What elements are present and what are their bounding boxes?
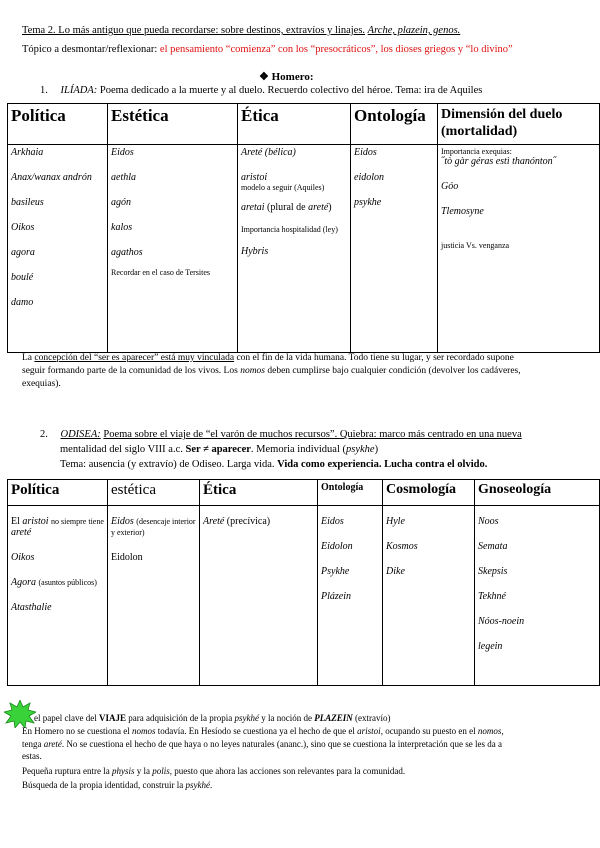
cosmo-hyle: Hyle [386,516,405,527]
odisea-line1 [40,429,522,440]
summary-underlined: concepción del “ser es aparecer” está muy vinculada [34,353,235,363]
f2-e: , ocupando su puesto en el [380,726,476,736]
odisea-number: 2. [40,429,48,440]
eidos-line [111,516,196,538]
f2-d: aristoi [357,726,381,736]
iliada-line [40,85,482,96]
term-arete-od: Areté [203,516,225,527]
term-psykhe: psykhe [354,197,382,208]
p1-b: aristoi [22,516,49,527]
odisea-col-etica [200,506,318,686]
term-kalos: kalos [111,222,133,233]
aretai-line [241,202,347,213]
term-eidos-od: Eidos [111,516,134,527]
iliada-header-etica: Ética [238,104,351,145]
f3-a: tenga [22,738,42,749]
f1-f: PLAZEIN [314,713,353,723]
f5-a: Pequeña ruptura entre la [22,765,110,776]
onto-plazein: Plázein [321,591,351,602]
arete-note: (precívica) [226,516,271,527]
iliada-number: 1. [40,85,48,96]
gno-noos-noein: Nóos-noein [478,616,525,627]
gno-semata: Semata [478,541,508,552]
odisea-description: Poema sobre el viaje de “el varón de muchos recursos”. Quiebra: marco más centrado en una nueva [103,429,522,440]
footer-l5 [22,765,594,778]
homero-label: Homero: [271,71,314,83]
agora-line [11,577,104,588]
arete-line [203,516,314,527]
term-oikos: Oikos [11,222,35,233]
summary-line3: exequias). [22,379,61,389]
gno-noos: Noos [478,516,499,527]
f3-b: areté [43,738,62,749]
f2-c: todavía. En Hesíodo se cuestiona ya el hecho de que el [157,726,355,736]
odisea-col-politica [8,506,108,686]
summary-a: La [22,353,33,363]
term-aristoi: aristoi [241,172,268,183]
iliada-name: ILÍADA: [60,85,98,96]
term-anax: Anax/wanax andrón [11,172,92,183]
aristoi-note: modelo a seguir (Aquiles) [241,183,325,192]
term-eidos: Eidos [111,147,134,158]
hospitalidad-note: Importancia hospitalidad (ley) [241,225,338,234]
odisea-l2-a: mentalidad del siglo VIII a.c. [60,444,183,455]
f1-c: para adquisición de la propia [128,713,233,723]
f5-d: polis [152,765,170,776]
odisea-header-estetica: estética [108,480,200,506]
term-goo: Góo [441,181,459,192]
f6-c: . [209,780,213,790]
footer-l4: estas. [22,751,42,761]
odisea-header-etica: Ética [200,480,318,506]
iliada-col-ontologia [351,145,438,353]
odisea-line3 [60,459,487,470]
iliada-col-etica [238,145,351,353]
p1-c: no siempre tiene [51,517,104,526]
odisea-col-ontologia [318,506,383,686]
term-tlemosyne: Tlemosyne [441,206,484,217]
term-eidos-onto: Eidos [354,147,377,158]
term-agora: agora [11,247,35,258]
footer-l2 [22,725,594,738]
odisea-header-ontologia: Ontología [318,480,383,506]
odisea-header-cosmologia: Cosmología [383,480,475,506]
cosmo-kosmos: Kosmos [386,541,418,552]
gno-legein: legein [478,641,503,652]
onto-eidos: Eidos [321,516,344,527]
summary-nomos: nomos [240,366,265,376]
summary-line2: seguir formando parte de la comunidad de los vivos. Los [22,366,238,376]
term-hybris: Hybris [241,246,269,257]
f3-c: . No se cuestiona el hecho de que haya o no leyes naturales (ananc.), sino que se cuestiona la interpretación que se les da a [61,738,503,749]
summary-b: con el fin de la vida humana. Todo tiene su lugar, y ser recordado supone [236,353,514,363]
gno-tekhne: Tekhné [478,591,506,602]
p1-a: El [11,516,20,527]
term-aethla: aethla [111,172,136,183]
cosmo-dike: Dike [386,566,405,577]
term-agathos: agathos [111,247,143,258]
greek-quote: ˝tò gàr géras estì thanónton˝ [441,156,556,167]
f1-e: y la noción de [261,713,312,723]
aretai-note-c: ) [328,202,332,213]
odisea-name: ODISEA: [60,429,101,440]
term-atasthalie: Atasthalie [11,602,52,613]
f5-c: y la [136,765,150,776]
page-title [22,25,460,36]
p1-d: areté [11,527,32,538]
f2-f: nomos [477,726,502,736]
term-oikos-od: Oikos [11,552,35,563]
odisea-l2-b: Ser ≠ aparecer [185,444,251,455]
odisea-header-gnoseologia: Gnoseología [475,480,600,506]
f1-b: VIAJE [98,713,126,723]
iliada-col-estetica [108,145,238,353]
iliada-header-ontologia: Ontología [351,104,438,145]
summary-line2b: deben cumplirse bajo cualquier condición (devolver los cadáveres, [267,366,521,376]
agora-note: (asuntos públicos) [38,578,97,587]
green-starburst-icon [4,700,36,728]
gno-skepsis: Skepsis [478,566,508,577]
footer-l3 [22,738,594,751]
iliada-header-duelo: Dimensión del duelo (mortalidad) [438,104,600,145]
odisea-l3-b: Vida como experiencia. Lucha contra el olvido. [277,459,488,470]
iliada-header-estetica: Estética [108,104,238,145]
politica-p1 [11,516,104,538]
term-agon: agón [111,197,131,208]
exequias-note: Importancia exequias: [441,147,512,156]
f6-a: Búsqueda de la propia identidad, construir la [22,780,184,790]
aretai-note-b: areté [308,202,329,213]
odisea-l2-e: ) [374,444,379,455]
term-boule: boulé [11,272,34,283]
f5-e: , puesto que ahora las acciones son relevantes para la comunidad. [169,765,406,776]
onto-eidolon: Eidolon [321,541,353,552]
title-italic: Arche, plazein, genos. [367,25,461,36]
topic-label: Tópico a desmontar/reflexionar: [22,44,158,55]
footer-l6 [22,779,594,792]
topic-text: el pensamiento “comienza” con los “presocráticos”, los dioses griegos y “lo divino” [159,44,513,55]
iliada-summary [22,352,592,391]
term-damo: damo [11,297,34,308]
odisea-line2 [60,444,378,455]
topic-line [22,44,513,55]
f2-b: nomos [131,726,156,736]
term-eidolon: eidolon [354,172,384,183]
aretai-note-a: (plural de [267,202,306,213]
iliada-description: Poema dedicado a la muerte y al duelo. Recuerdo colectivo del héroe. Tema: ira de Aquiles [99,85,483,96]
f1-d: psykhé [234,713,259,723]
f2-a: En Homero no se cuestiona el [22,726,130,736]
tersites-note: Recordar en el caso de Tersites [111,268,211,277]
odisea-l3-a: Tema: ausencia (y extravío) de Odiseo. Larga vida. [60,459,275,470]
odisea-l2-c: . Memoria individual ( [250,444,346,455]
footer-notes [22,725,594,792]
odisea-col-cosmologia [383,506,475,686]
f6-b: psykhé [185,780,210,790]
odisea-col-gnoseologia [475,506,600,686]
justicia-note: justicia Vs. venganza [441,241,510,250]
diamond-bullet-icon: ❖ [259,71,269,83]
eidos-note: (desencaje interior y exterior) [111,517,196,537]
iliada-header-politica: Política [8,104,108,145]
homero-heading [259,70,314,83]
odisea-header-politica: Política [8,480,108,506]
odisea-l2-d: psykhe [346,444,375,455]
term-aretai: aretai [241,202,265,213]
f2-g: , [501,726,504,736]
onto-psykhe: Psykhe [321,566,350,577]
odisea-col-estetica [108,506,200,686]
footer-l1 [34,712,594,725]
term-arkhaia: Arkhaia [11,147,44,158]
term-agora-od: Agora [11,577,36,588]
f1-g: (extravío) [354,713,391,723]
term-eidolon-est: Eidolon [111,552,143,563]
f5-b: physis [111,765,135,776]
term-basileus: basileus [11,197,44,208]
title-plain: Tema 2. Lo más antiguo que pueda recordarse: sobre destinos, extravíos y linajes. [22,25,366,36]
f1-a: el papel clave del [34,713,97,723]
iliada-table [7,103,600,353]
iliada-col-duelo [438,145,600,353]
iliada-col-politica [8,145,108,353]
odisea-table [7,479,600,686]
term-arete: Areté (bélica) [241,147,296,158]
